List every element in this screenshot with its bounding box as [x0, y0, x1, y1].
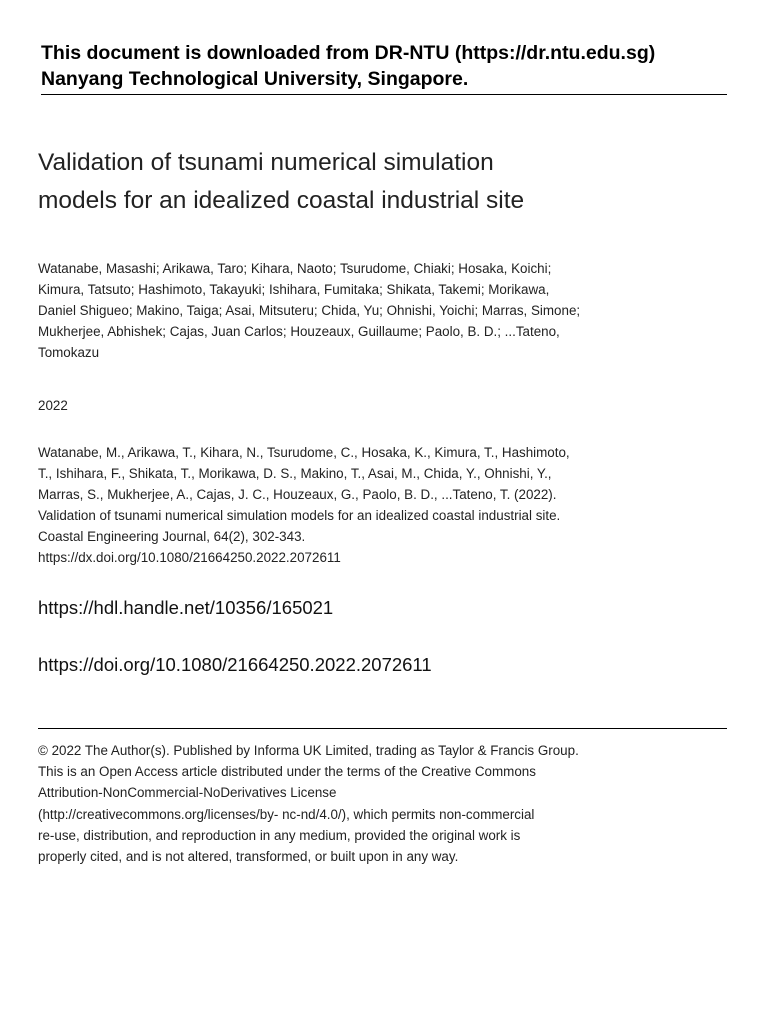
author-line-2: Kimura, Tatsuto; Hashimoto, Takayuki; Ishihara, Fumitaka; Shikata, Takemi; Morikawa, [38, 282, 550, 297]
download-notice-header [41, 40, 727, 95]
license-line-3: Attribution-NonCommercial-NoDerivatives License [38, 785, 337, 801]
license-line-4: (http://creativecommons.org/licenses/by- nc-nd/4.0/), which permits non-commercial [38, 806, 535, 822]
citation-line-1: Watanabe, M., Arikawa, T., Kihara, N., Tsurudome, C., Hosaka, K., Kimura, T., Hashimoto, [38, 445, 570, 460]
document-title [38, 144, 678, 220]
author-line-3: Daniel Shigueo; Makino, Taiga; Asai, Mitsuteru; Chida, Yu; Ohnishi, Yoichi; Marras, Simone; [38, 303, 581, 318]
citation-line-5: Coastal Engineering Journal, 64(2), 302-343. [38, 529, 306, 544]
license-line-6: properly cited, and is not altered, transformed, or built upon in any way. [38, 849, 459, 865]
download-notice-line-2: Nanyang Technological University, Singapore. [41, 68, 469, 90]
title-line-2: models for an idealized coastal industrial site [38, 187, 525, 214]
author-line-4: Mukherjee, Abhishek; Cajas, Juan Carlos; Houzeaux, Guillaume; Paolo, B. D.; ...Tateno, [38, 324, 560, 339]
license-line-5: re-use, distribution, and reproduction in any medium, provided the original work is [38, 827, 521, 843]
doi-link[interactable]: https://doi.org/10.1080/21664250.2022.2072611 [38, 654, 432, 675]
citation-line-3: Marras, S., Mukherjee, A., Cajas, J. C., Houzeaux, G., Paolo, B. D., ...Tateno, T. (2022). [38, 487, 557, 502]
citation-line-4: Validation of tsunami numerical simulation models for an idealized coastal industrial site. [38, 508, 561, 523]
citation-doi-link[interactable]: https://dx.doi.org/10.1080/21664250.2022.2072611 [38, 550, 341, 565]
license-line-1: © 2022 The Author(s). Published by Informa UK Limited, trading as Taylor & Francis Group. [38, 743, 579, 758]
citation-block [38, 442, 728, 568]
author-line-5: Tomokazu [38, 345, 100, 360]
section-divider [38, 728, 727, 729]
license-statement [38, 740, 728, 867]
title-line-1: Validation of tsunami numerical simulation [38, 149, 494, 176]
author-list [38, 258, 728, 363]
publication-year: 2022 [38, 398, 68, 413]
author-line-1: Watanabe, Masashi; Arikawa, Taro; Kihara, Naoto; Tsurudome, Chiaki; Hosaka, Koichi; [38, 261, 552, 276]
handle-link[interactable]: https://hdl.handle.net/10356/165021 [38, 597, 334, 618]
download-notice-line-1: This document is downloaded from DR-NTU (https://dr.ntu.edu.sg) [41, 42, 656, 64]
citation-line-2: T., Ishihara, F., Shikata, T., Morikawa, D. S., Makino, T., Asai, M., Chida, Y., Ohnishi, Y., [38, 466, 552, 481]
license-line-2: This is an Open Access article distributed under the terms of the Creative Commons [38, 764, 536, 780]
